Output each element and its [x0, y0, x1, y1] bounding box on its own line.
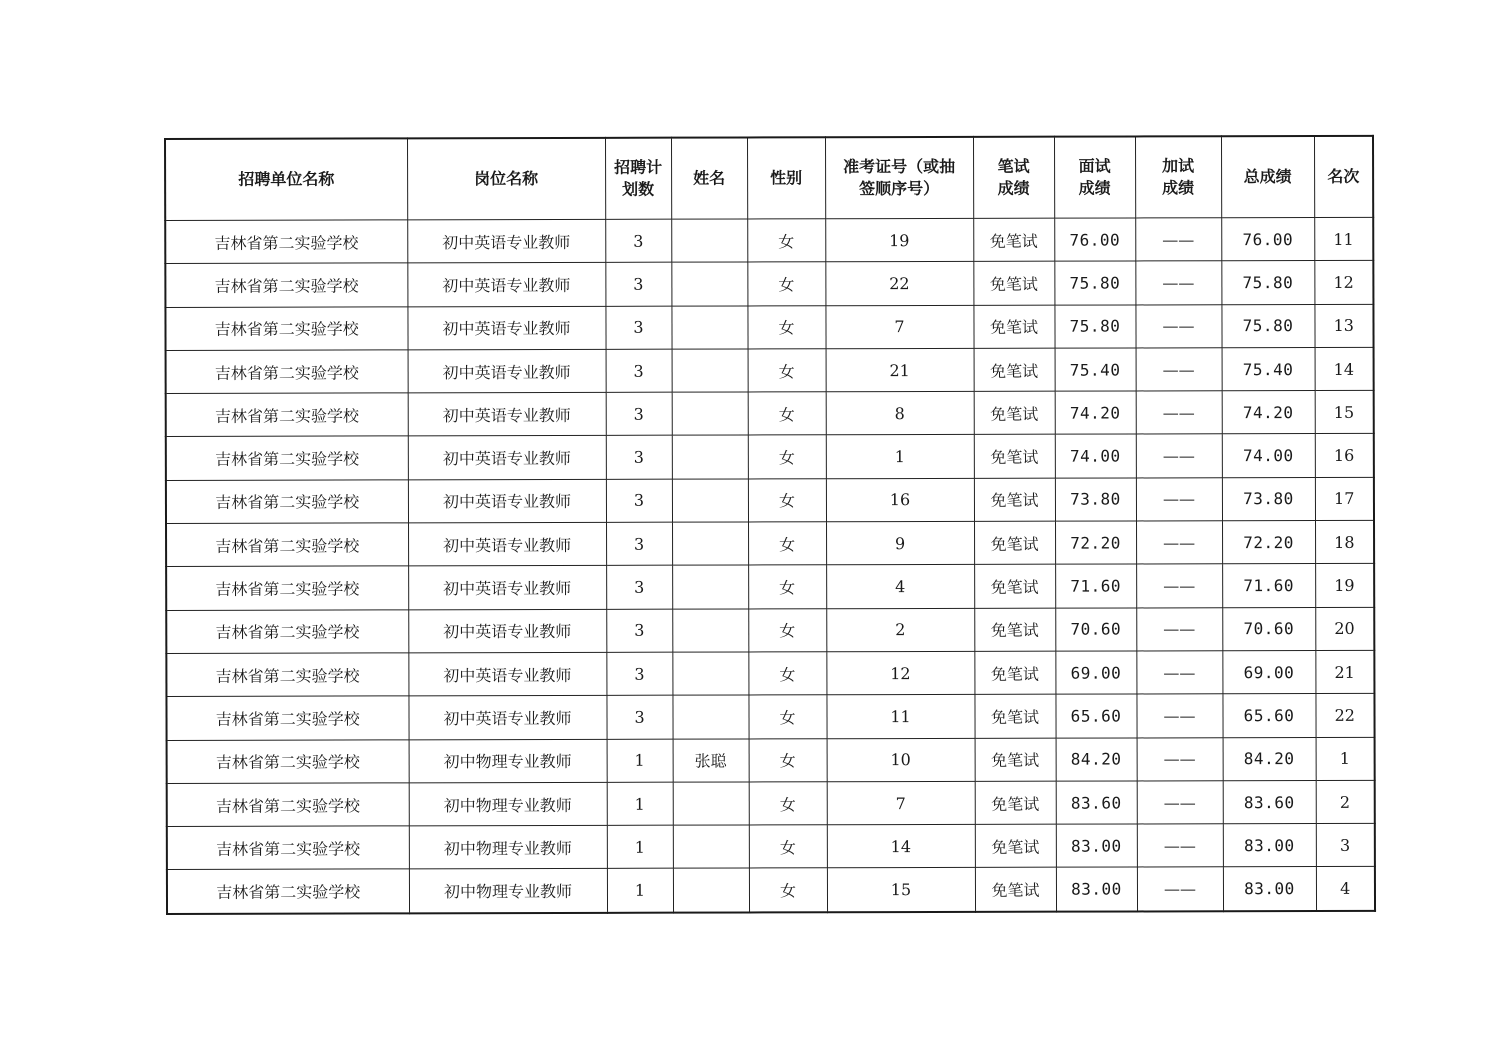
cell-written: 免笔试	[975, 781, 1056, 825]
cell-rank: 13	[1314, 304, 1373, 347]
cell-written: 免笔试	[974, 565, 1055, 609]
cell-extra: ——	[1136, 521, 1222, 565]
cell-position: 初中英语专业教师	[408, 436, 606, 480]
cell-extra: ——	[1137, 824, 1223, 868]
cell-interview: 83.00	[1056, 867, 1137, 911]
cell-ticket: 14	[827, 825, 975, 869]
cell-name	[671, 306, 747, 349]
cell-position: 初中英语专业教师	[408, 609, 606, 653]
cell-total: 70.60	[1222, 607, 1315, 651]
cell-rank: 1	[1316, 737, 1375, 780]
cell-total: 65.60	[1222, 694, 1315, 738]
cell-gender: 女	[748, 652, 826, 696]
cell-written: 免笔试	[974, 348, 1055, 392]
cell-interview: 71.60	[1055, 564, 1136, 608]
table-row	[167, 737, 1375, 783]
table-row	[166, 520, 1374, 566]
cell-ticket: 21	[826, 348, 974, 392]
cell-interview: 76.00	[1054, 218, 1135, 262]
cell-plan: 3	[606, 652, 672, 695]
cell-ticket: 15	[827, 868, 975, 912]
cell-interview: 75.80	[1054, 261, 1135, 305]
results-body	[165, 217, 1375, 913]
cell-written: 免笔试	[974, 521, 1055, 565]
cell-extra: ——	[1136, 651, 1222, 695]
cell-name	[672, 392, 748, 435]
cell-gender: 女	[749, 868, 827, 912]
cell-rank: 4	[1316, 867, 1375, 911]
results-table	[164, 135, 1376, 915]
cell-rank: 11	[1314, 217, 1373, 260]
cell-total: 69.00	[1222, 650, 1315, 694]
cell-name	[672, 695, 748, 738]
cell-plan: 3	[605, 219, 671, 262]
cell-position: 初中物理专业教师	[409, 739, 607, 783]
table-row	[166, 564, 1374, 610]
cell-extra: ——	[1137, 867, 1223, 911]
cell-rank: 2	[1316, 780, 1375, 823]
header-name: 姓名	[671, 137, 747, 219]
cell-name	[672, 652, 748, 695]
header-unit: 招聘单位名称	[165, 138, 407, 220]
cell-extra: ——	[1135, 304, 1221, 348]
cell-interview: 83.00	[1056, 824, 1137, 868]
cell-position: 初中英语专业教师	[408, 696, 606, 740]
cell-rank: 3	[1316, 823, 1375, 866]
cell-gender: 女	[748, 565, 826, 609]
cell-extra: ——	[1135, 261, 1221, 305]
cell-written: 免笔试	[974, 651, 1055, 695]
cell-written: 免笔试	[975, 868, 1056, 912]
cell-ticket: 19	[825, 218, 973, 262]
table-row	[166, 434, 1374, 480]
cell-interview: 75.40	[1055, 348, 1136, 392]
cell-interview: 74.20	[1055, 391, 1136, 435]
cell-name	[672, 349, 748, 392]
cell-gender: 女	[748, 479, 826, 523]
cell-rank: 18	[1315, 520, 1374, 563]
cell-name	[671, 219, 747, 262]
cell-position: 初中物理专业教师	[409, 869, 607, 913]
cell-ticket: 2	[826, 608, 974, 652]
cell-position: 初中英语专业教师	[408, 479, 606, 523]
cell-total: 83.00	[1223, 867, 1316, 911]
cell-ticket: 8	[826, 392, 974, 436]
cell-unit: 吉林省第二实验学校	[166, 610, 408, 654]
cell-plan: 3	[605, 306, 671, 349]
header-extra: 加试成绩	[1135, 136, 1221, 218]
cell-rank: 21	[1315, 650, 1374, 693]
cell-extra: ——	[1136, 564, 1222, 608]
header-total: 总成绩	[1221, 136, 1314, 218]
cell-ticket: 22	[825, 262, 973, 306]
cell-plan: 3	[606, 436, 672, 479]
cell-extra: ——	[1136, 478, 1222, 522]
cell-name	[672, 479, 748, 522]
table-row	[166, 694, 1374, 740]
table-row	[165, 304, 1373, 350]
cell-ticket: 7	[825, 305, 973, 349]
table-row	[166, 391, 1374, 437]
cell-interview: 70.60	[1055, 608, 1136, 652]
cell-ticket: 11	[826, 695, 974, 739]
cell-plan: 3	[606, 522, 672, 565]
cell-written: 免笔试	[974, 435, 1055, 479]
table-row	[166, 477, 1374, 523]
cell-plan: 3	[606, 566, 672, 609]
cell-gender: 女	[749, 825, 827, 869]
cell-extra: ——	[1136, 434, 1222, 478]
cell-name	[671, 262, 747, 305]
cell-total: 84.20	[1223, 737, 1316, 781]
cell-gender: 女	[749, 782, 827, 826]
cell-position: 初中英语专业教师	[408, 349, 606, 393]
cell-unit: 吉林省第二实验学校	[166, 393, 408, 437]
cell-name: 张聪	[673, 739, 749, 782]
cell-unit: 吉林省第二实验学校	[167, 783, 409, 827]
cell-interview: 75.80	[1054, 305, 1135, 349]
cell-written: 免笔试	[975, 824, 1056, 868]
header-position: 岗位名称	[407, 138, 605, 220]
cell-written: 免笔试	[975, 738, 1056, 782]
cell-total: 75.80	[1221, 304, 1314, 348]
header-row	[165, 136, 1373, 221]
table-row	[165, 261, 1373, 307]
table-row	[167, 867, 1375, 914]
cell-written: 免笔试	[974, 391, 1055, 435]
header-interview: 面试成绩	[1054, 136, 1135, 218]
cell-gender: 女	[748, 695, 826, 739]
header-gender: 性别	[747, 137, 825, 219]
cell-total: 76.00	[1221, 217, 1314, 261]
cell-ticket: 12	[826, 651, 974, 695]
table-row	[166, 607, 1374, 653]
cell-unit: 吉林省第二实验学校	[167, 869, 409, 913]
cell-unit: 吉林省第二实验学校	[165, 306, 407, 350]
cell-gender: 女	[748, 392, 826, 436]
cell-interview: 83.60	[1056, 781, 1137, 825]
cell-gender: 女	[747, 262, 825, 306]
cell-plan: 1	[607, 782, 673, 825]
cell-extra: ——	[1137, 781, 1223, 825]
cell-name	[673, 825, 749, 868]
cell-rank: 15	[1315, 391, 1374, 434]
cell-written: 免笔试	[973, 305, 1054, 349]
cell-total: 75.80	[1221, 261, 1314, 305]
cell-rank: 14	[1315, 347, 1374, 390]
cell-written: 免笔试	[973, 261, 1054, 305]
cell-written: 免笔试	[974, 478, 1055, 522]
cell-total: 73.80	[1222, 477, 1315, 521]
cell-rank: 17	[1315, 477, 1374, 520]
cell-position: 初中英语专业教师	[408, 566, 606, 610]
cell-ticket: 7	[827, 781, 975, 825]
cell-position: 初中物理专业教师	[409, 825, 607, 869]
cell-gender: 女	[748, 608, 826, 652]
cell-unit: 吉林省第二实验学校	[167, 739, 409, 783]
cell-gender: 女	[748, 522, 826, 566]
cell-total: 75.40	[1222, 347, 1315, 391]
cell-rank: 19	[1315, 564, 1374, 607]
cell-plan: 3	[606, 392, 672, 435]
cell-rank: 22	[1315, 694, 1374, 737]
cell-written: 免笔试	[974, 608, 1055, 652]
cell-position: 初中英语专业教师	[408, 393, 606, 437]
cell-plan: 1	[607, 825, 673, 868]
cell-extra: ——	[1136, 607, 1222, 651]
cell-plan: 1	[607, 869, 673, 913]
cell-interview: 84.20	[1056, 738, 1137, 782]
cell-extra: ——	[1136, 694, 1222, 738]
cell-interview: 69.00	[1055, 651, 1136, 695]
cell-unit: 吉林省第二实验学校	[166, 523, 408, 567]
cell-ticket: 1	[826, 435, 974, 479]
cell-position: 初中英语专业教师	[408, 522, 606, 566]
table-row	[166, 347, 1374, 393]
cell-name	[673, 782, 749, 825]
cell-ticket: 10	[827, 738, 975, 782]
header-plan: 招聘计划数	[605, 138, 671, 220]
cell-extra: ——	[1136, 348, 1222, 392]
cell-interview: 72.20	[1055, 521, 1136, 565]
cell-plan: 3	[605, 262, 671, 305]
table-row	[165, 217, 1373, 263]
cell-written: 免笔试	[973, 218, 1054, 262]
cell-name	[673, 868, 749, 912]
cell-name	[672, 522, 748, 565]
cell-written: 免笔试	[974, 694, 1055, 738]
header-rank: 名次	[1314, 136, 1373, 218]
cell-total: 72.20	[1222, 521, 1315, 565]
cell-rank: 20	[1315, 607, 1374, 650]
cell-name	[672, 435, 748, 478]
cell-unit: 吉林省第二实验学校	[166, 566, 408, 610]
cell-plan: 3	[606, 349, 672, 392]
cell-unit: 吉林省第二实验学校	[166, 436, 408, 480]
cell-gender: 女	[747, 219, 825, 263]
cell-gender: 女	[749, 738, 827, 782]
cell-unit: 吉林省第二实验学校	[165, 263, 407, 307]
cell-extra: ——	[1136, 391, 1222, 435]
table-row	[167, 780, 1375, 826]
cell-total: 71.60	[1222, 564, 1315, 608]
cell-position: 初中英语专业教师	[407, 263, 605, 307]
header-written: 笔试成绩	[973, 137, 1054, 219]
cell-interview: 73.80	[1055, 478, 1136, 522]
cell-total: 74.00	[1222, 434, 1315, 478]
cell-plan: 1	[607, 739, 673, 782]
cell-plan: 3	[606, 479, 672, 522]
cell-total: 83.60	[1223, 780, 1316, 824]
cell-position: 初中英语专业教师	[407, 306, 605, 350]
cell-rank: 16	[1315, 434, 1374, 477]
cell-gender: 女	[747, 305, 825, 349]
cell-unit: 吉林省第二实验学校	[166, 350, 408, 394]
table-row	[167, 823, 1375, 869]
cell-plan: 3	[606, 695, 672, 738]
cell-unit: 吉林省第二实验学校	[166, 653, 408, 697]
table-row	[166, 650, 1374, 696]
cell-position: 初中英语专业教师	[407, 219, 605, 263]
header-ticket: 准考证号（或抽签顺序号）	[825, 137, 973, 219]
cell-name	[672, 565, 748, 608]
cell-plan: 3	[606, 609, 672, 652]
cell-ticket: 16	[826, 478, 974, 522]
cell-rank: 12	[1314, 261, 1373, 304]
cell-total: 74.20	[1222, 391, 1315, 435]
cell-position: 初中英语专业教师	[408, 652, 606, 696]
cell-position: 初中物理专业教师	[409, 782, 607, 826]
cell-unit: 吉林省第二实验学校	[167, 826, 409, 870]
cell-extra: ——	[1137, 737, 1223, 781]
cell-unit: 吉林省第二实验学校	[165, 220, 407, 264]
cell-unit: 吉林省第二实验学校	[166, 696, 408, 740]
results-sheet	[164, 135, 1374, 915]
cell-interview: 74.00	[1055, 434, 1136, 478]
cell-gender: 女	[748, 435, 826, 479]
cell-interview: 65.60	[1055, 694, 1136, 738]
cell-name	[672, 609, 748, 652]
cell-unit: 吉林省第二实验学校	[166, 480, 408, 524]
cell-ticket: 4	[826, 565, 974, 609]
cell-gender: 女	[748, 349, 826, 393]
cell-total: 83.00	[1223, 824, 1316, 868]
cell-extra: ——	[1135, 218, 1221, 262]
cell-ticket: 9	[826, 521, 974, 565]
